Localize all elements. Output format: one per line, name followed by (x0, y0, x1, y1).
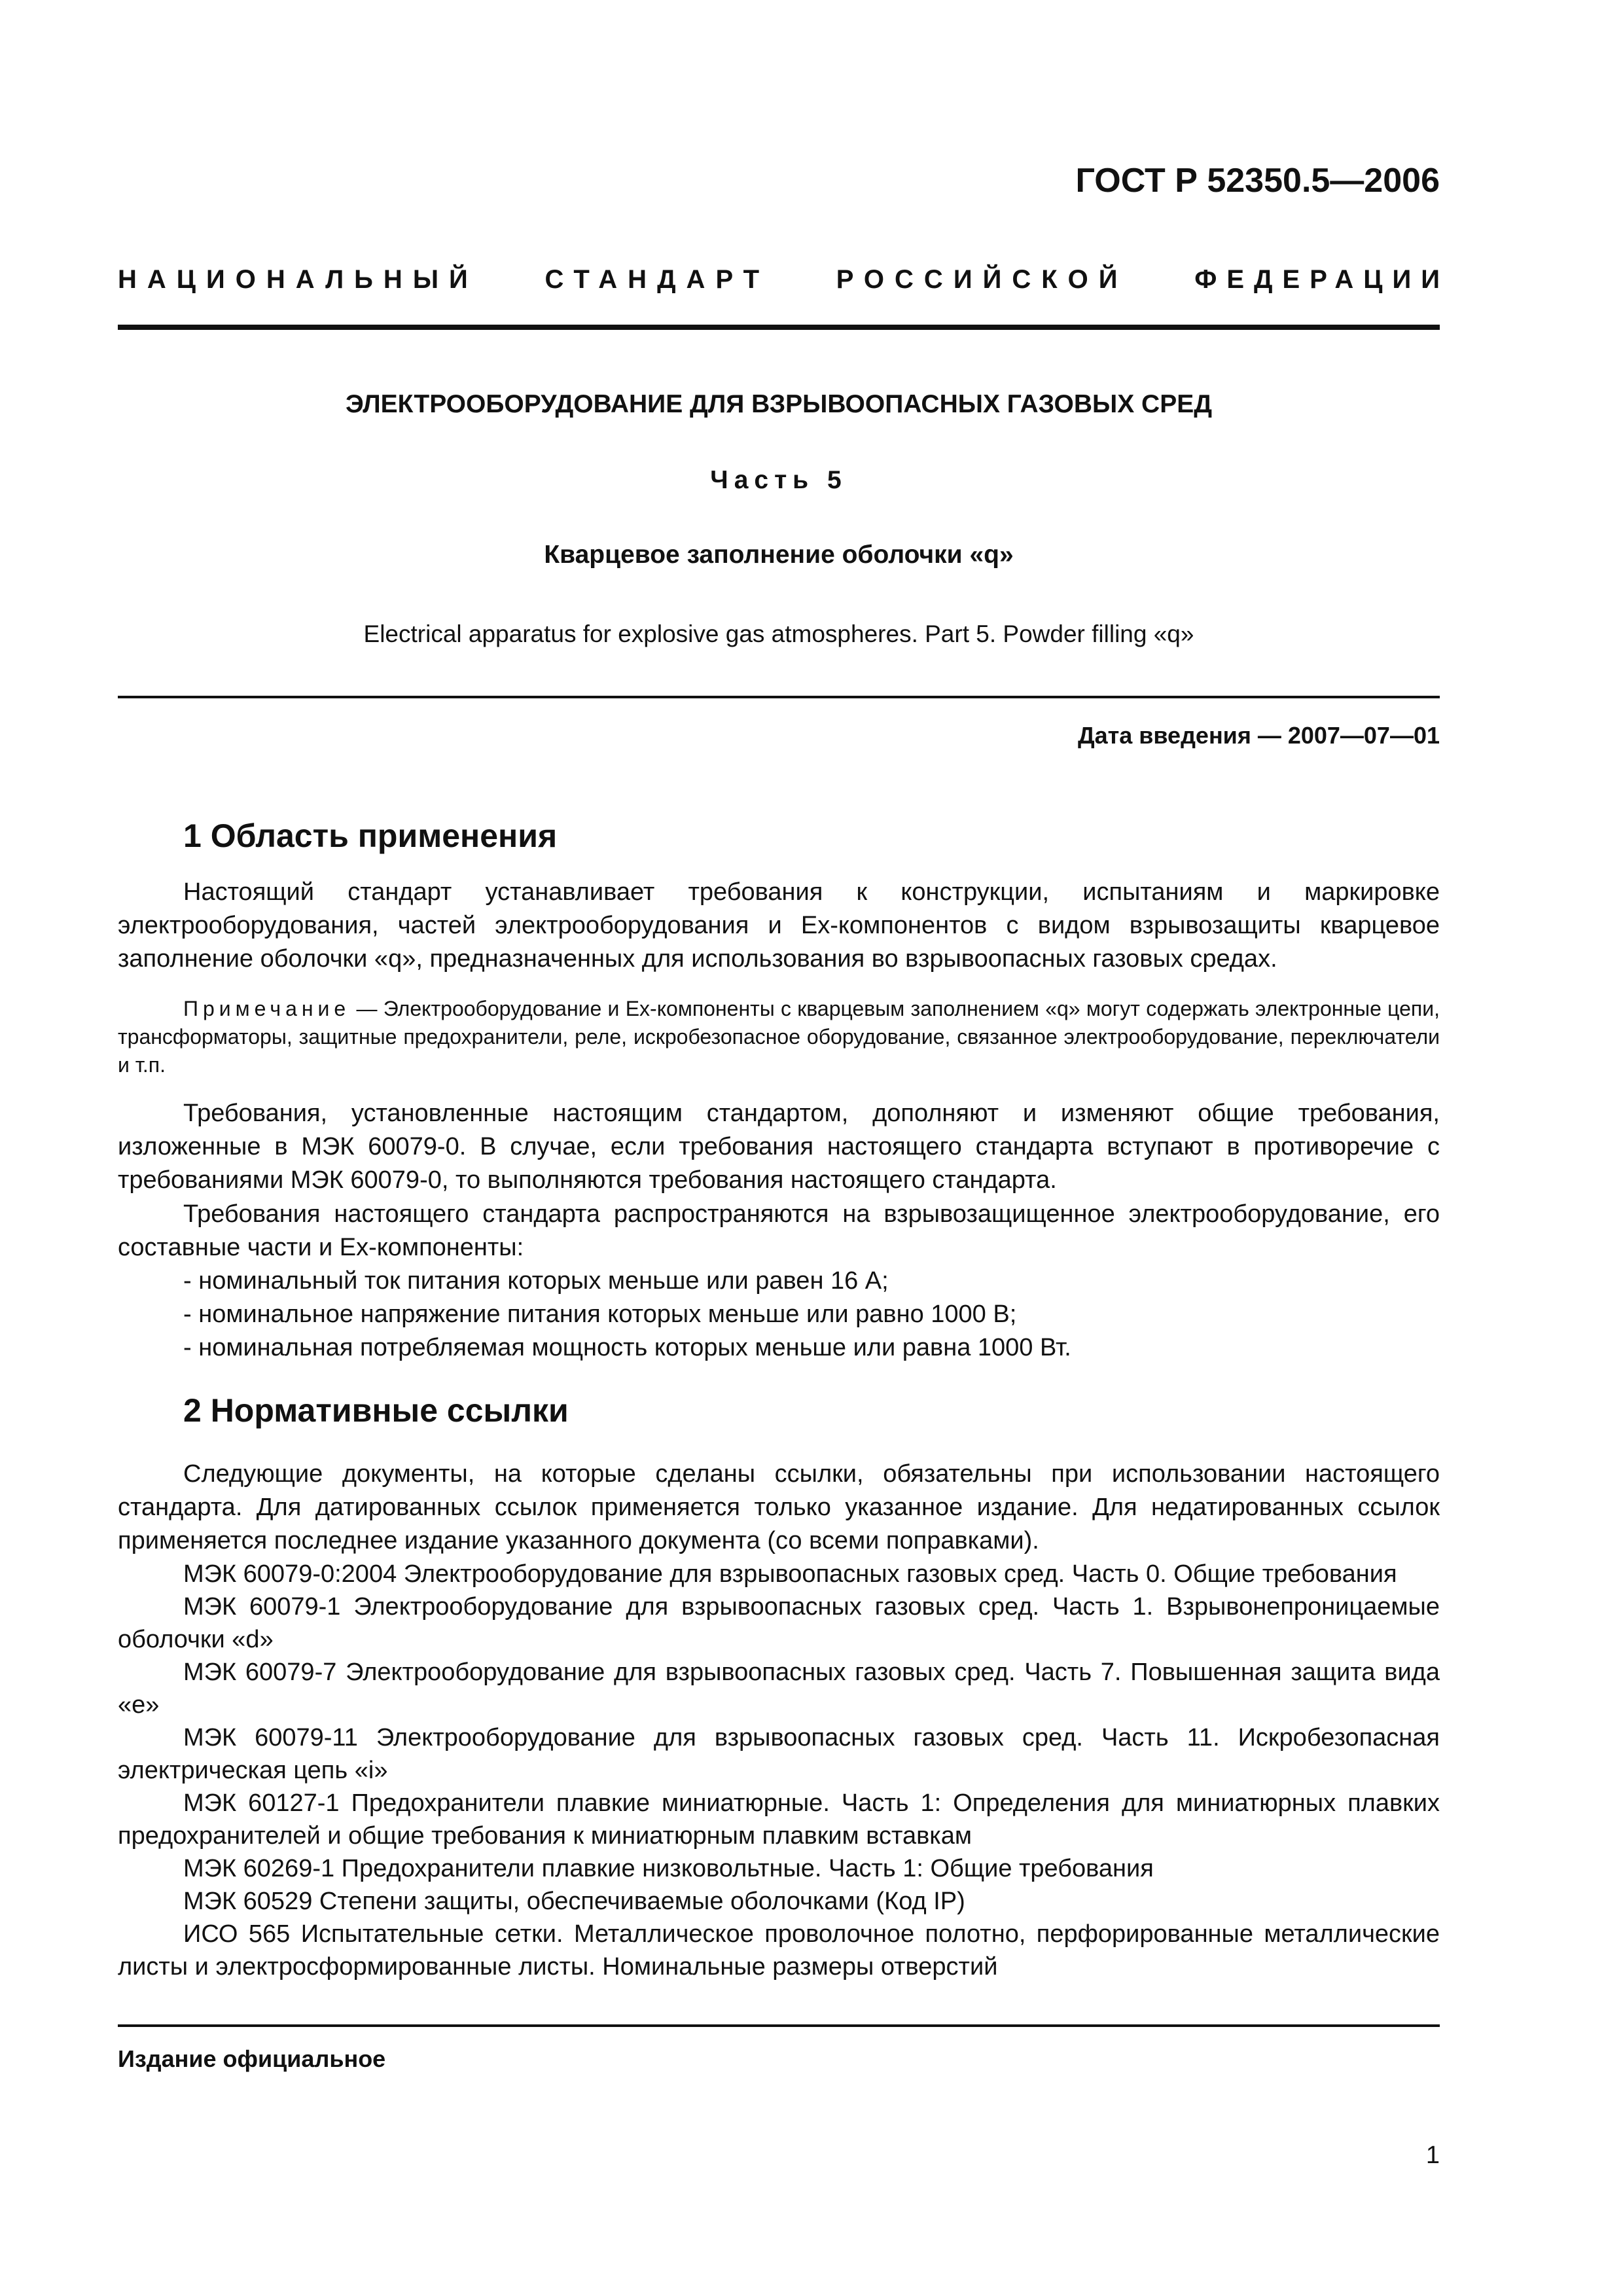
header-divider (118, 325, 1440, 330)
official-edition-label: Издание официальное (118, 2045, 386, 2072)
note-text: — Электрооборудование и Ex-компоненты с кварцевым заполнением «q» могут содержать электронные цепи, трансформаторы, защитные предохранители, реле, искробезопасное оборудование, связанное электрооборудование, переключатели и т.п. (118, 997, 1440, 1077)
title-divider (118, 696, 1440, 698)
list-item: - номинальная потребляемая мощность которых меньше или равна 1000 Вт. (183, 1334, 1071, 1361)
note-label: Примечание (183, 997, 351, 1020)
reference-item: МЭК 60079-11 Электрооборудование для взрывоопасных газовых сред. Часть 11. Искробезопасная электрическая цепь «i» (118, 1724, 1440, 1784)
document-title: ЭЛЕКТРООБОРУДОВАНИЕ ДЛЯ ВЗРЫВООПАСНЫХ ГАЗОВЫХ СРЕД (345, 390, 1213, 418)
reference-item: МЭК 60079-7 Электрооборудование для взрывоопасных газовых сред. Часть 7. Повышенная защита вида «е» (118, 1659, 1440, 1719)
footer-divider (118, 2024, 1440, 2027)
page-number: 1 (1425, 2142, 1440, 2169)
national-word: СТАНДАРТ (544, 265, 770, 294)
national-word: ФЕДЕРАЦИИ (1194, 265, 1450, 294)
reference-item: МЭК 60079-1 Электрооборудование для взрывоопасных газовых сред. Часть 1. Взрывонепроницаемые оболочки «d» (118, 1593, 1440, 1653)
reference-item: ИСО 565 Испытательные сетки. Металлическое проволочное полотно, перфорированные металлические листы и электросформированные листы. Номинальные размеры отверстий (118, 1920, 1440, 1981)
reference-item: МЭК 60127-1 Предохранители плавкие миниатюрные. Часть 1: Определения для миниатюрных плавких предохранителей и общие требования к миниатюрным плавким вставкам (118, 1789, 1440, 1850)
document-page (118, 0, 1450, 2296)
introduction-date: Дата введения — 2007—07—01 (1077, 722, 1440, 749)
section-1-paragraph-3: Требования настоящего стандарта распространяются на взрывозащищенное электрооборудование, его составные части и Ex-компоненты: (118, 1200, 1440, 1261)
normative-references-list (118, 1558, 1440, 1983)
note-paragraph (118, 995, 1440, 1079)
section-1-paragraph-2: Требования, установленные настоящим стандартом, дополняют и изменяют общие требования, изложенные в МЭК 60079-0. В случае, если требования настоящего стандарта вступают в противоречие с требованиями МЭК 60079-0, то выполняются требования настоящего стандарта. (118, 1100, 1440, 1194)
part-label: Часть 5 (710, 466, 847, 494)
section-1-paragraph-1: Настоящий стандарт устанавливает требования к конструкции, испытаниям и маркировке электрооборудования, частей электрооборудования и Ex-компонентов с видом взрывозащиты кварцевое заполнение оболочки «q», предназначенных для использования во взрывоопасных газовых средах. (118, 878, 1440, 973)
national-standard-heading (118, 265, 1450, 295)
english-title: Electrical apparatus for explosive gas atmospheres. Part 5. Powder filling «q» (363, 620, 1194, 647)
section-1-heading: 1 Область применения (183, 817, 558, 854)
section-2-heading: 2 Нормативные ссылки (183, 1392, 569, 1429)
national-word: РОССИЙСКОЙ (836, 265, 1128, 294)
reference-item: МЭК 60529 Степени защиты, обеспечиваемые оболочками (Код IP) (183, 1888, 965, 1915)
national-word: НАЦИОНАЛЬНЫЙ (118, 265, 478, 294)
list-item: - номинальное напряжение питания которых меньше или равно 1000 В; (183, 1300, 1017, 1328)
list-item: - номинальный ток питания которых меньше или равен 16 А; (183, 1267, 889, 1295)
reference-item: МЭК 60269-1 Предохранители плавкие низковольтные. Часть 1: Общие требования (183, 1855, 1154, 1882)
reference-item: МЭК 60079-0:2004 Электрооборудование для взрывоопасных газовых сред. Часть 0. Общие требования (183, 1560, 1397, 1588)
standard-code: ГОСТ Р 52350.5—2006 (1075, 162, 1440, 200)
document-subtitle: Кварцевое заполнение оболочки «q» (544, 541, 1014, 569)
section-2-paragraph-1: Следующие документы, на которые сделаны ссылки, обязательны при использовании настоящего стандарта. Для датированных ссылок применяется только указанное издание. Для недатированных ссылок применяется последнее издание указанного документа (со всеми поправками). (118, 1460, 1440, 1554)
